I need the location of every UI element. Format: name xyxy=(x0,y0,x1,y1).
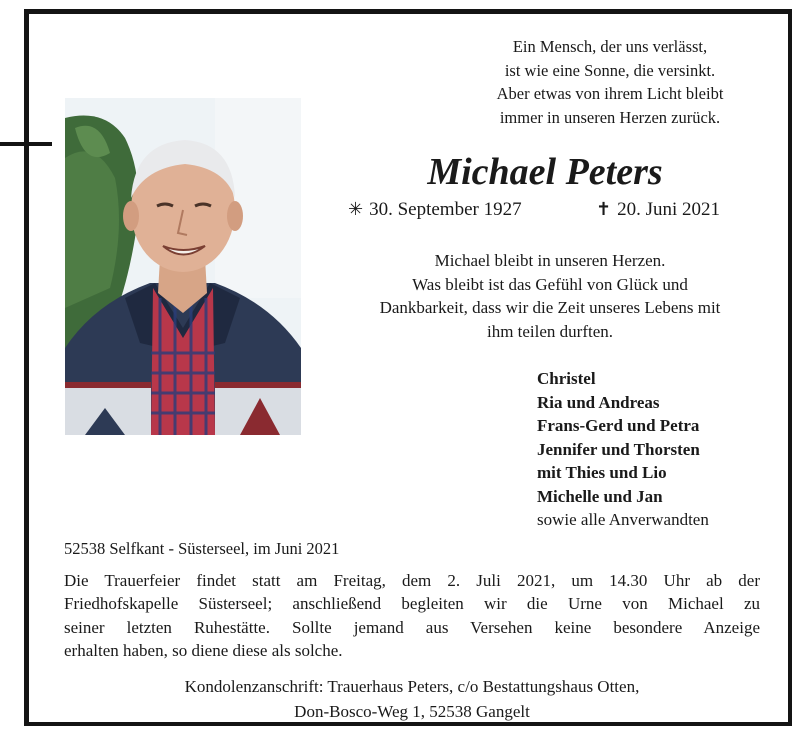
deceased-name: Michael Peters xyxy=(427,151,663,193)
mourner-name: Jennifer und Thorsten xyxy=(537,439,700,459)
tribute-line: Dankbarkeit, dass wir die Zeit unseres Lebens mit xyxy=(379,298,721,317)
notice-line: Die Trauerfeier findet statt am Freitag, dem 2. Juli 2021, um 14.30 Uhr ab der xyxy=(64,571,760,590)
death-date-text: 20. Juni 2021 xyxy=(617,199,721,220)
mourner-name: Ria und Andreas xyxy=(537,392,660,412)
notice-line: seiner letzten Ruhestätte. Sollte jemand aus Versehen keine besondere Anzeige xyxy=(64,617,760,637)
condolence-address xyxy=(64,674,760,724)
place-date: 52538 Selfkant - Süsterseel, im Juni 2021 xyxy=(64,539,340,558)
portrait-photo xyxy=(65,98,301,435)
mourner-name: mit Thies und Lio xyxy=(537,463,667,482)
address-line: Don-Bosco-Weg 1, 52538 Gangelt xyxy=(294,702,530,721)
poem-line: immer in unseren Herzen zurück. xyxy=(499,107,721,127)
mourner-name: Michelle und Jan xyxy=(537,486,663,506)
poem-line: Ein Mensch, der uns verlässt, xyxy=(512,37,708,56)
life-dates xyxy=(348,199,748,225)
birth-date xyxy=(348,199,522,221)
portrait-illustration xyxy=(65,98,301,435)
notice-line: erhalten haben, so diene diese als solche. xyxy=(64,640,343,660)
tribute-line: Michael bleibt in unseren Herzen. xyxy=(434,251,666,270)
cross-icon-vertical xyxy=(24,118,29,168)
address-line: Kondolenzanschrift: Trauerhaus Peters, c/o Bestattungshaus Otten, xyxy=(184,677,640,696)
mourner-name: Frans-Gerd und Petra xyxy=(537,416,700,435)
tribute-text xyxy=(330,249,770,343)
poem-line: ist wie eine Sonne, die versinkt. xyxy=(504,60,716,80)
mourner-name: Christel xyxy=(537,369,596,388)
tribute-line: Was bleibt ist das Gefühl von Glück und xyxy=(412,274,688,294)
notice-line: Friedhofskapelle Süsterseel; anschließend begleiten wir die Urne von Michael zu xyxy=(64,594,760,614)
funeral-notice xyxy=(64,569,760,662)
cross-icon: ✝ xyxy=(596,199,612,219)
star-icon: ✳ xyxy=(348,199,364,219)
mourners-list xyxy=(537,367,767,532)
tribute-line: ihm teilen durften. xyxy=(486,321,614,341)
other-relatives: sowie alle Anverwandten xyxy=(537,510,709,529)
birth-date-text: 30. September 1927 xyxy=(369,199,522,220)
poem-quote xyxy=(440,35,780,129)
death-date xyxy=(596,199,720,221)
poem-line: Aber etwas von ihrem Licht bleibt xyxy=(496,84,724,103)
